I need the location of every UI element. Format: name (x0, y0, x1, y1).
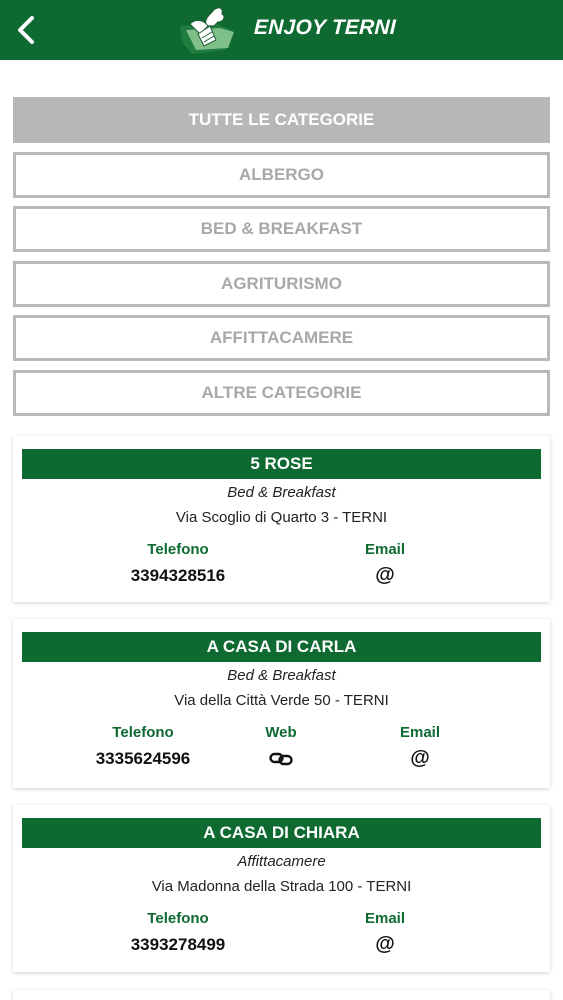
app-title: ENJOY TERNI (253, 16, 397, 39)
link-icon[interactable] (269, 747, 293, 769)
phone-label: Telefono (147, 910, 209, 927)
back-button[interactable] (6, 8, 46, 52)
filter-affittacamere[interactable]: AFFITTACAMERE (13, 315, 550, 361)
phone-number[interactable]: 3393278499 (130, 935, 226, 954)
phone-label: Telefono (112, 724, 174, 741)
web-label: Web (265, 724, 297, 741)
filter-all-categories[interactable]: TUTTE LE CATEGORIE (13, 97, 550, 143)
email-label: Email (399, 724, 441, 741)
terni-dragon-logo-icon (176, 4, 238, 56)
web-column (211, 724, 351, 772)
listing-card (13, 619, 550, 788)
phone-column (108, 910, 248, 955)
category-filters (13, 97, 550, 424)
listing-title[interactable]: A CASA DI CHIARA (22, 818, 541, 848)
listing-address: Via Madonna della Strada 100 - TERNI (151, 878, 412, 895)
listing-address: Via della Città Verde 50 - TERNI (174, 692, 389, 709)
email-at-icon[interactable]: @ (375, 564, 395, 586)
filter-agriturismo[interactable]: AGRITURISMO (13, 261, 550, 307)
filter-bed-and-breakfast[interactable]: BED & BREAKFAST (13, 206, 550, 252)
listing-address: Via Scoglio di Quarto 3 - TERNI (175, 509, 388, 526)
email-column (315, 910, 455, 955)
email-column (350, 724, 490, 769)
filter-albergo[interactable]: ALBERGO (13, 152, 550, 198)
listing-category: Affittacamere (237, 853, 326, 870)
listing-category: Bed & Breakfast (227, 667, 336, 684)
app-header (0, 0, 563, 60)
filter-other-categories[interactable]: ALTRE CATEGORIE (13, 370, 550, 416)
listing-title[interactable]: A CASA DI CARLA (22, 632, 541, 662)
chevron-left-icon (15, 15, 37, 45)
phone-column (73, 724, 213, 769)
listing-card (13, 436, 550, 602)
phone-number[interactable]: 3394328516 (130, 566, 226, 585)
phone-column (108, 541, 248, 586)
email-label: Email (364, 541, 406, 558)
listing-card (13, 805, 550, 972)
email-label: Email (364, 910, 406, 927)
email-at-icon[interactable]: @ (410, 747, 430, 769)
phone-number[interactable]: 3335624596 (95, 749, 191, 768)
email-at-icon[interactable]: @ (375, 933, 395, 955)
listing-card-partial (13, 990, 550, 1000)
listing-category: Bed & Breakfast (227, 484, 336, 501)
phone-label: Telefono (147, 541, 209, 558)
listing-title[interactable]: 5 ROSE (22, 449, 541, 479)
email-column (315, 541, 455, 586)
